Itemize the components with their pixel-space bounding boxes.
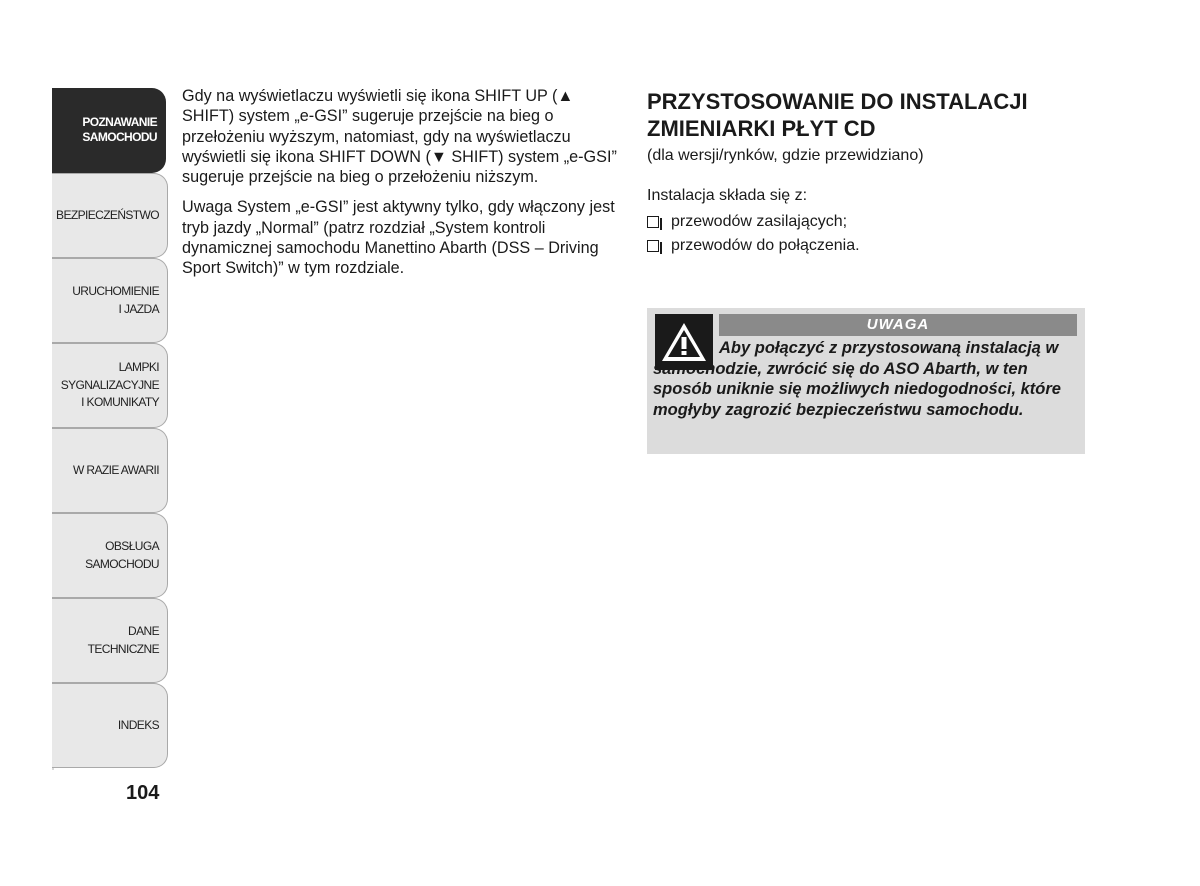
tab-label: INDEKS: [117, 717, 159, 732]
component-list: [647, 210, 1087, 258]
section-heading: PRZYSTOSOWANIE DO INSTALACJI ZMIENIARKI PŁYT CD: [647, 89, 1028, 141]
tab-obsluga-samochodu[interactable]: [52, 513, 168, 598]
tab-dane-techniczne[interactable]: [52, 598, 168, 683]
tab-label: BEZPIECZEŃSTWO: [56, 207, 159, 222]
tab-indeks[interactable]: [52, 683, 168, 768]
tab-uruchomienie-i-jazda[interactable]: [52, 258, 168, 343]
tab-label: LAMPKI SYGNALIZACYJNE I KOMUNIKATY: [60, 360, 159, 410]
tab-lampki-sygnalizacyjne[interactable]: [52, 343, 168, 428]
tab-label: OBSŁUGA SAMOCHODU: [85, 539, 159, 571]
warning-box: [647, 308, 1085, 454]
tab-bezpieczenstwo[interactable]: [52, 173, 168, 258]
paragraph: Uwaga System „e-GSI” jest aktywny tylko, gdy włączony jest tryb jazdy „Normal” (patrz rozdział „System kontroli dynamicznej samochodu Manettino Abarth (DSS – Driving Sport Switch)” w tym rozdziale.: [182, 198, 615, 278]
list-item: [647, 210, 1087, 234]
checkbox-bullet-icon: [647, 240, 659, 252]
tab-poznawanie-samochodu[interactable]: [52, 88, 166, 173]
intro-text: Instalacja składa się z:: [647, 187, 808, 204]
warning-title: UWAGA: [719, 314, 1077, 336]
tab-label: W RAZIE AWARII: [72, 462, 159, 477]
list-item: [647, 234, 1087, 258]
warning-text: Aby połączyć z przystosowaną instalacją w samochodzie, zwrócić się do ASO Abarth, w ten sposób uniknie się możliwych niedogodności, które mogłyby zagrozić bezpieczeństwu samochodu.: [653, 339, 1061, 419]
page-number: 104: [126, 782, 160, 804]
chapter-tabs: [52, 88, 168, 768]
tab-label: POZNAWANIE SAMOCHODU: [82, 115, 157, 144]
list-item-text: przewodów do połączenia.: [671, 237, 860, 254]
section-subtitle: (dla wersji/rynków, gdzie przewidziano): [647, 147, 924, 164]
tab-label: DANE TECHNICZNE: [87, 624, 159, 656]
list-item-text: przewodów zasilających;: [671, 213, 848, 230]
left-column: [182, 86, 622, 289]
paragraph: Gdy na wyświetlaczu wyświetli się ikona SHIFT UP (▲ SHIFT) system „e-GSI” sugeruje przejście na bieg o przełożeniu wyższym, natomiast, gdy na wyświetlaczu wyświetli się ikona SHIFT DOWN (▼ SHIFT) system „e-GSI” sugeruje przejście na bieg o przełożeniu niższym.: [182, 87, 617, 187]
checkbox-bullet-icon: [647, 216, 659, 228]
tab-label: URUCHOMIENIE I JAZDA: [72, 284, 159, 316]
right-column: [647, 88, 1087, 258]
tab-w-razie-awarii[interactable]: [52, 428, 168, 513]
